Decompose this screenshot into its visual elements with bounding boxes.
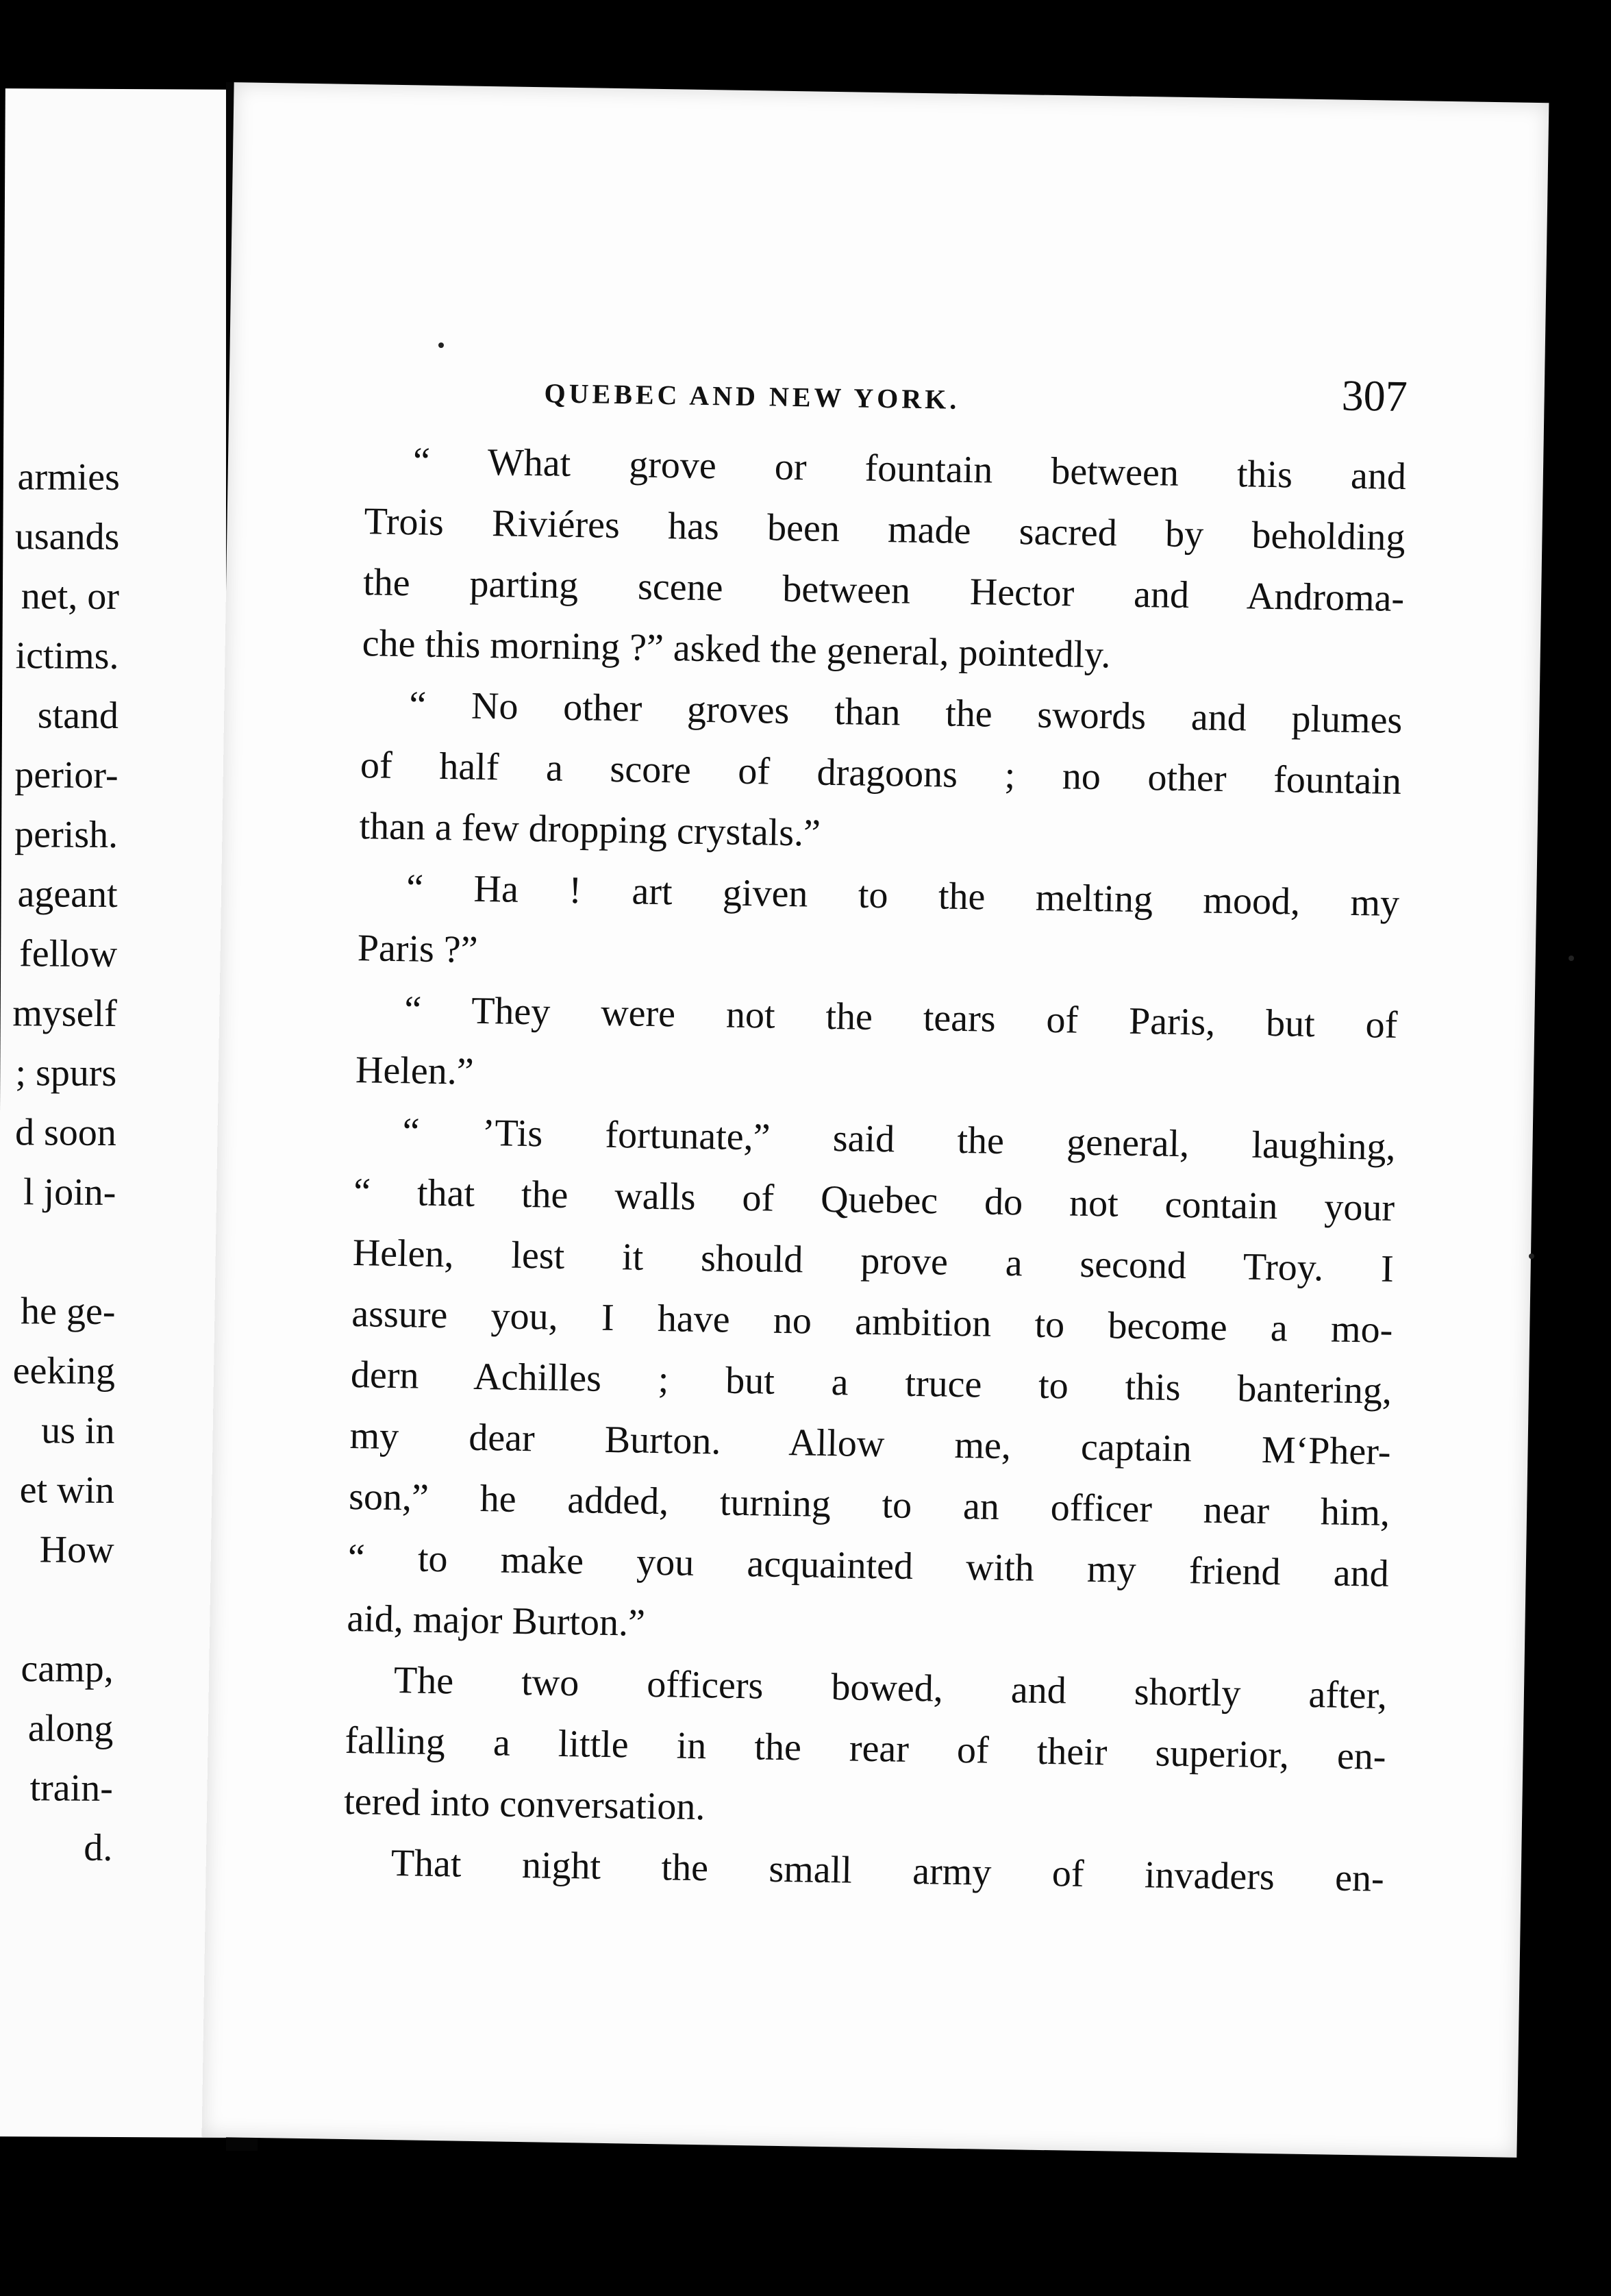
text-line: “ What grove or fountain between this and [412,440,1407,499]
left-page-fragment: stand [37,694,119,738]
left-page-fragment: he ge- [20,1290,116,1333]
text-line: “ No other groves than the swords and plumes [408,684,1403,743]
left-page-fragment: ageant [17,873,118,916]
left-page-fragment: camp, [21,1647,114,1690]
text-line: aid, major Burton.” [346,1597,646,1645]
text-line: Paris ?” [357,927,479,971]
left-page-fragment: armies [17,456,121,499]
left-page-fragment: myself [12,992,117,1036]
left-page-fragment: ; spurs [15,1051,117,1095]
text-line: tered into conversation. [343,1780,705,1829]
text-line: than a few dropping crystals.” [359,805,821,855]
left-page-fragment: d. [84,1826,113,1869]
running-head: QUEBEC AND NEW YORK. [544,377,960,415]
text-line: “ ’Tis fortunate,” said the general, laughing, [402,1110,1396,1169]
text-line: Trois Riviéres has been made sacred by beholding [364,500,1406,560]
text-line: The two officers bowed, and shortly after, [393,1659,1388,1717]
left-page-fragment: perish. [14,813,118,857]
text-line: son,” he added, turning to an officer near him, [348,1475,1390,1534]
text-line: the parting scene between Hector and Androma- [362,561,1405,621]
left-page-fragment: d soon [14,1111,117,1154]
text-line: “ to make you acquainted with my friend and [347,1536,1390,1595]
left-page-fragment: et win [19,1469,115,1512]
left-page-fragment: net, or [21,575,120,619]
text-line: assure you, I have no ambition to become a mo- [351,1293,1393,1351]
left-facing-page [0,88,238,2138]
text-line: che this morning ?” asked the general, pointedly. [362,622,1111,677]
right-page [202,82,1549,2158]
left-page-fragment: l join- [23,1171,116,1214]
left-page-fragment: eeking [12,1349,116,1393]
scan-speck [438,342,444,348]
text-line: Helen, lest it should prove a second Troy. I [352,1232,1395,1290]
text-line: my dear Burton. Allow me, captain M‘Pher- [349,1414,1391,1473]
left-page-fragment: How [39,1528,114,1571]
left-page-fragment: perior- [14,753,118,797]
text-line: dern Achilles ; but a truce to this bantering, [350,1353,1393,1412]
scan-speck [1569,956,1574,961]
text-line: “ that the walls of Quebec do not contain your [353,1171,1395,1230]
left-page-fragment: fellow [18,932,118,976]
left-page-fragment: train- [29,1767,113,1810]
left-page-fragment: ictims. [15,634,119,678]
text-line: falling a little in the rear of their superior, en- [345,1719,1386,1778]
left-page-fragment: us in [41,1409,115,1452]
text-line: That night the small army of invaders en- [390,1842,1385,1900]
text-line: Helen.” [355,1049,475,1093]
text-line: “ They were not the tears of Paris, but of [403,988,1398,1047]
text-line: “ Ha ! art given to the melting mood, my [405,866,1400,925]
scan-speck [1529,1253,1534,1259]
text-line: of half a score of dragoons ; no other fountain [360,744,1402,803]
page-text-block [342,355,1408,1910]
left-page-fragment: along [27,1707,114,1750]
left-page-fragment: usands [14,515,120,559]
page-number: 307 [1341,371,1408,421]
